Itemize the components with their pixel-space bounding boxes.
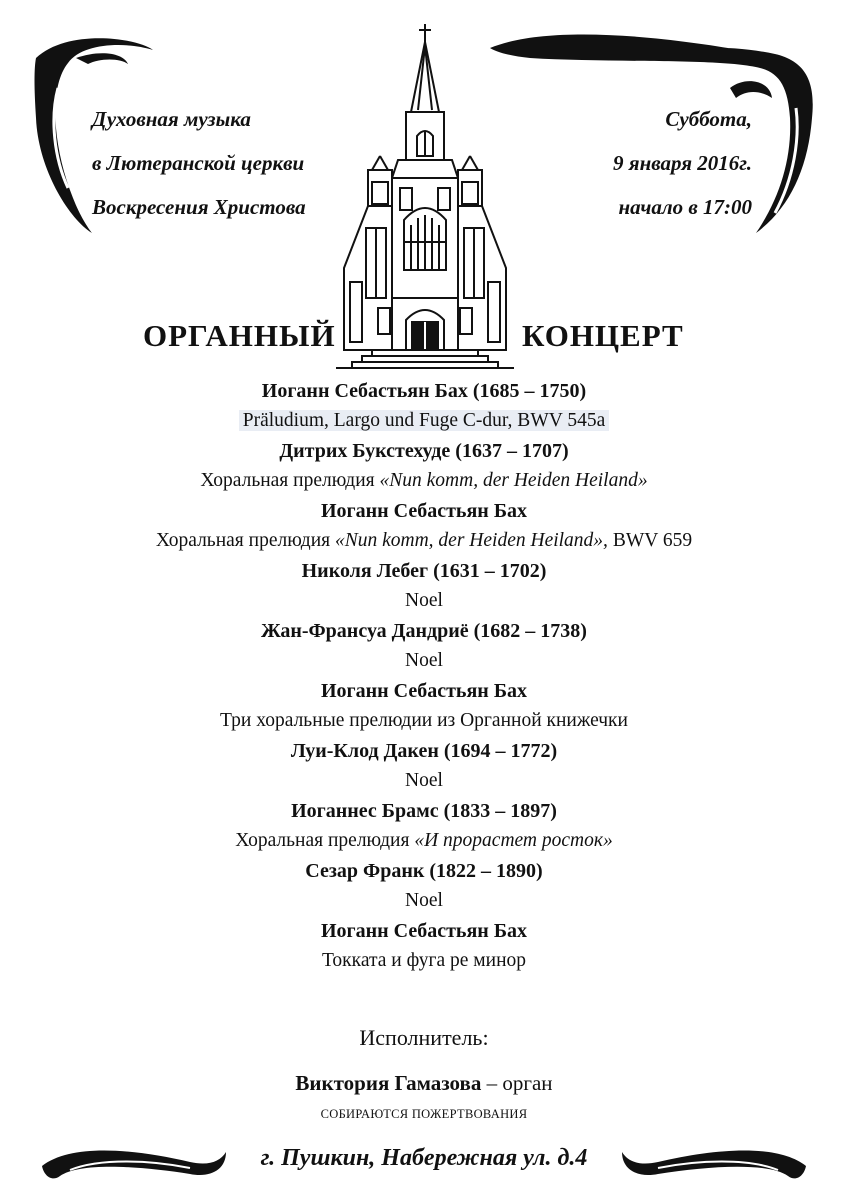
concert-title-right: КОНЦЕРТ — [522, 318, 684, 353]
work-title-text: Три хоральные прелюдии из Органной книжечки — [220, 710, 628, 731]
event-description — [92, 97, 306, 229]
work-title — [0, 646, 848, 676]
work-title-text: Хоральная прелюдия — [235, 830, 415, 851]
venue-address: г. Пушкин, Набережная ул. д.4 — [260, 1145, 588, 1171]
event-datetime — [613, 97, 752, 229]
composer-name: Жан-Франсуа Дандриё (1682 – 1738) — [261, 620, 587, 642]
work-title — [0, 526, 848, 556]
composer-name: Иоганн Себастьян Бах — [320, 500, 528, 522]
work-title — [0, 826, 848, 856]
work-title-text: Noel — [405, 770, 443, 791]
donations-notice: СОБИРАЮТСЯ ПОЖЕРТВОВАНИЯ — [320, 1107, 528, 1121]
composer-name: Иоганн Себастьян Бах (1685 – 1750) — [261, 380, 587, 402]
program-list — [0, 376, 848, 976]
work-title-text: Noel — [405, 590, 443, 611]
program-item — [0, 496, 848, 556]
work-title — [0, 466, 848, 496]
work-title — [0, 586, 848, 616]
program-item — [0, 736, 848, 796]
work-title-text: Präludium, Largo und Fuge C-dur, BWV 545a — [242, 410, 606, 431]
composer-name: Луи-Клод Дакен (1694 – 1772) — [290, 740, 558, 762]
program-item — [0, 376, 848, 436]
work-title — [0, 706, 848, 736]
program-item — [0, 856, 848, 916]
performer-name: Виктория Гамазова — [295, 1071, 482, 1095]
work-title-italic: «Nun komm, der Heiden Heiland» — [379, 470, 648, 491]
program-item — [0, 796, 848, 856]
header-left-line: в Лютеранской церкви — [92, 151, 305, 175]
header-right-line: начало в 17:00 — [618, 195, 752, 219]
header-left-line: Воскресения Христова — [92, 195, 306, 219]
composer-name: Сезар Франк (1822 – 1890) — [305, 860, 543, 882]
program-item — [0, 676, 848, 736]
performer-heading: Исполнитель: — [359, 1025, 489, 1050]
program-item — [0, 916, 848, 976]
composer-name: Иоганнес Брамс (1833 – 1897) — [291, 800, 557, 822]
work-title-suffix: BWV 659 — [607, 530, 693, 551]
work-title-italic: «И прорастет росток» — [414, 830, 613, 851]
header-left-line: Духовная музыка — [92, 107, 251, 131]
work-highlight — [239, 410, 609, 431]
work-title — [0, 886, 848, 916]
work-title — [0, 406, 848, 436]
work-title-text: Noel — [405, 890, 443, 911]
composer-name: Николя Лебег (1631 – 1702) — [301, 560, 547, 582]
program-item — [0, 556, 848, 616]
composer-name: Иоганн Себастьян Бах — [320, 680, 528, 702]
composer-name: Дитрих Букстехуде (1637 – 1707) — [279, 440, 569, 462]
header-right-line: Суббота, — [665, 107, 752, 131]
church-illustration — [332, 20, 518, 372]
work-title-text: Токката и фуга ре минор — [321, 950, 527, 971]
work-title — [0, 766, 848, 796]
performer-role: – орган — [481, 1071, 553, 1095]
composer-name: Иоганн Себастьян Бах — [320, 920, 528, 942]
work-title-text: Noel — [405, 650, 443, 671]
work-title-italic: «Nun komm, der Heiden Heiland», — [334, 530, 608, 551]
program-item — [0, 616, 848, 676]
concert-title-left: ОРГАННЫЙ — [143, 318, 336, 353]
program-item — [0, 436, 848, 496]
work-title — [0, 946, 848, 976]
work-title-text: Хоральная прелюдия — [200, 470, 380, 491]
work-title-text: Хоральная прелюдия — [155, 530, 335, 551]
header-right-line: 9 января 2016г. — [613, 151, 752, 175]
performer-line — [0, 1071, 848, 1096]
